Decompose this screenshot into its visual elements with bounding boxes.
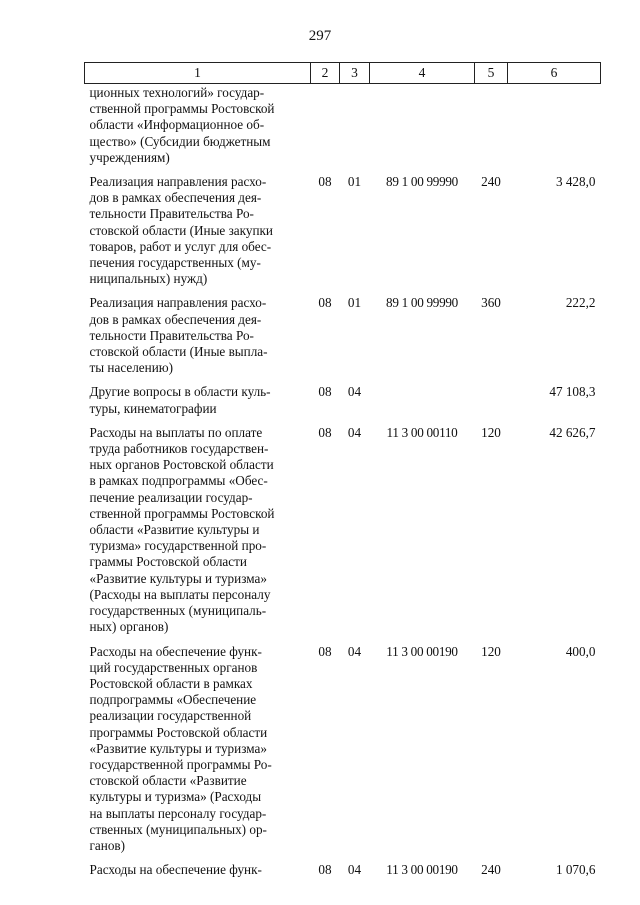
expense-type-code [475,384,508,424]
expense-type-code: 120 [481,424,501,440]
description-line: ственных (муниципальных) ор- [89,821,267,837]
subsection-code: 01 [347,295,362,311]
description-line: дов в рамках обеспечения дея- [89,190,262,206]
description-line: Реализация направления расхо- [89,295,267,311]
target-article-code: 11 3 00 00110 [386,424,458,440]
description-line: (Расходы на выплаты персоналу [89,586,271,602]
amount [508,84,601,175]
description-line: ных органов Ростовской области [89,457,274,473]
subsection-code: 04 [347,643,362,659]
description-line: туризма» государственной про- [89,538,267,554]
description-line: печения государственных (му- [89,255,261,271]
expense-type-code [475,84,508,175]
table-row [85,295,601,384]
description-line: ганов) [89,837,126,853]
expense-type-code: 120 [481,643,501,659]
row-description [85,384,311,424]
table-body [85,84,601,887]
section-code [311,84,340,175]
amount: 400,0 [565,643,596,659]
expense-type-code: 240 [481,862,501,878]
target-article-code [370,84,475,175]
section-code: 08 [318,424,332,440]
table-row [85,425,601,644]
target-article-code: 89 1 00 99990 [386,295,458,311]
column-header-1: 1 [85,63,311,84]
section-code: 08 [318,862,332,878]
subsection-code: 04 [347,384,362,400]
table-row [85,174,601,295]
section-code: 08 [318,295,332,311]
description-line: учреждениям) [89,149,170,165]
description-line: Расходы на обеспечение функ- [89,862,262,878]
description-line: товаров, работ и услуг для обес- [89,238,272,254]
amount: 42 626,7 [549,424,596,440]
description-line: стовской области (Иные выпла- [89,344,268,360]
description-line: культуры и туризма» (Расходы [89,789,262,805]
target-article-code [370,384,475,424]
description-line: ственной программы Ростовской [89,505,275,521]
description-line: области «Развитие культуры и [89,522,260,538]
column-header-6: 6 [508,63,601,84]
description-line: щество» (Субсидии бюджетным [89,133,271,149]
description-line: государственной программы Ро- [89,756,272,772]
expense-type-code: 360 [481,295,501,311]
description-line: Ростовской области в рамках [89,675,253,691]
target-article-code: 11 3 00 00190 [386,862,458,878]
target-article-code: 89 1 00 99990 [386,174,458,190]
description-line: программы Ростовской области [89,724,268,740]
description-line: печение реализации государ- [89,489,253,505]
budget-table [84,62,601,886]
row-description [85,425,311,644]
description-line: труда работников государствен- [89,441,269,457]
table-row [85,862,601,886]
section-code: 08 [318,384,332,400]
description-line: Расходы на выплаты по оплате [89,424,263,440]
description-line: ций государственных органов [89,659,258,675]
description-line: Другие вопросы в области куль- [89,384,271,400]
table-row [85,384,601,424]
description-line: стовской области (Иные закупки [89,222,273,238]
section-code: 08 [318,174,332,190]
table-row [85,644,601,863]
subsection-code [340,84,370,175]
description-line: ты населению) [89,360,173,376]
description-line: тельности Правительства Ро- [89,206,254,222]
target-article-code: 11 3 00 00190 [386,643,458,659]
amount: 222,2 [565,295,596,311]
description-line: реализации государственной [89,708,252,724]
description-line: стовской области «Развитие [89,773,247,789]
column-header-2: 2 [311,63,340,84]
description-line: области «Информационное об- [89,117,265,133]
description-line: подпрограммы «Обеспечение [89,692,257,708]
description-line: Реализация направления расхо- [89,174,267,190]
page-number: 297 [308,28,332,44]
amount: 3 428,0 [555,174,596,190]
amount: 47 108,3 [549,384,596,400]
subsection-code: 04 [347,862,362,878]
description-line: на выплаты персоналу государ- [89,805,267,821]
description-line: «Развитие культуры и туризма» [89,570,267,586]
description-line: государственных (муниципаль- [89,603,267,619]
description-line: тельности Правительства Ро- [89,327,254,343]
section-code: 08 [318,643,332,659]
description-line: «Развитие культуры и туризма» [89,740,267,756]
column-header-3: 3 [340,63,370,84]
subsection-code: 04 [347,424,362,440]
row-description [85,862,311,886]
description-line: граммы Ростовской области [89,554,247,570]
description-line: Расходы на обеспечение функ- [89,643,262,659]
subsection-code: 01 [347,174,362,190]
row-description [85,295,311,384]
description-line: ниципальных) нужд) [89,271,208,287]
table-header-row [85,63,601,84]
row-description [85,84,311,175]
table-row [85,84,601,175]
description-line: ственной программы Ростовской [89,101,275,117]
amount: 1 070,6 [555,862,596,878]
description-line: в рамках подпрограммы «Обес- [89,473,268,489]
description-line: туры, кинематографии [89,400,217,416]
expense-type-code: 240 [481,174,501,190]
description-line: ных) органов) [89,619,169,635]
column-header-4: 4 [370,63,475,84]
description-line: дов в рамках обеспечения дея- [89,311,262,327]
row-description [85,174,311,295]
description-line: ционных технологий» государ- [89,85,265,100]
column-header-5: 5 [475,63,508,84]
row-description [85,644,311,863]
